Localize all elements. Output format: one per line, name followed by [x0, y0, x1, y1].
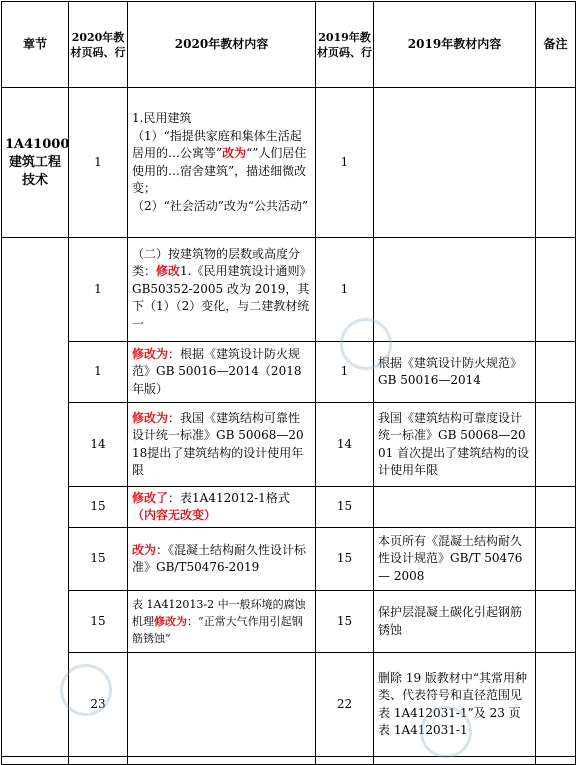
- revision-marker: （内容无改变）: [132, 508, 217, 522]
- empty-cell: [316, 757, 374, 765]
- page-2019-cell: 15: [316, 487, 374, 528]
- content-2020-cell: [128, 487, 316, 528]
- page-2020-cell: 1: [69, 238, 128, 342]
- chapter-cell-empty: [2, 653, 69, 757]
- empty-cell: [69, 757, 128, 765]
- chapter-cell-empty: [2, 403, 69, 487]
- content-2020-cell: [128, 591, 316, 653]
- page-2020-cell: 14: [69, 403, 128, 487]
- header-page-2019: 2019年教材页码、行: [316, 2, 374, 88]
- revision-marker: 修改: [156, 264, 181, 279]
- revision-marker: 改为: [222, 146, 247, 160]
- page-2019-cell: 1: [316, 238, 374, 342]
- page-2020-cell: 15: [69, 487, 128, 528]
- revision-marker: 修改为: [132, 410, 169, 425]
- content-2019-cell: 删除 19 版教材中“其常用种类、代表符号和直径范围见表 1A412031-1”及 23 页表 1A412031-1: [374, 653, 536, 757]
- header-row: [2, 2, 576, 88]
- content-text: ：“正常大气作用引起钢筋锈蚀”: [132, 615, 303, 645]
- content-text: 1.民用建筑: [132, 111, 192, 125]
- remark-cell: [536, 487, 576, 528]
- chapter-cell-empty: [2, 238, 69, 342]
- watermark-logo: [340, 318, 392, 370]
- remark-cell: [536, 342, 576, 403]
- content-2020-cell: [128, 88, 316, 238]
- page-2020-cell: 1: [69, 342, 128, 403]
- header-remark: 备注: [536, 2, 576, 88]
- table-row: [2, 403, 576, 487]
- content-2019-cell: 根据《建筑设计防火规范》GB 50016—2014: [374, 342, 536, 403]
- table-row: [2, 487, 576, 528]
- content-2019-cell: 本页所有《混凝土结构耐久性设计规范》GB/T 50476— 2008: [374, 528, 536, 591]
- revision-marker: 修改了: [132, 490, 169, 505]
- page-2019-cell: 15: [316, 591, 374, 653]
- header-page-2020: 2020年教材页码、行: [69, 2, 128, 88]
- content-text: （2）“社会活动”改为“公共活动”: [132, 198, 309, 213]
- watermark-logo: [60, 664, 112, 716]
- content-text: 1.《民用建筑设计通则》GB50352-2005 改为 2019，其下（1）（2）变化，与二建教材统一: [132, 264, 310, 331]
- header-chapter: 章节: [2, 2, 69, 88]
- content-text: （1）“指提供家庭和集体生活起居用的…公寓等”: [132, 128, 302, 160]
- page-2019-cell: 1: [316, 88, 374, 238]
- page-2020-cell: 1: [69, 88, 128, 238]
- remark-cell: [536, 528, 576, 591]
- chapter-cell-empty: [2, 342, 69, 403]
- page-2019-cell: 15: [316, 528, 374, 591]
- chapter-cell: 1A41000建筑工程技术: [2, 88, 69, 238]
- content-2020-cell: [128, 653, 316, 757]
- page-2020-cell: 23: [69, 653, 128, 757]
- content-text: ：表1A412012-1格式: [168, 490, 290, 505]
- content-2020-cell: [128, 342, 316, 403]
- revision-marker: 修改为: [132, 346, 169, 361]
- table-row-partial: [2, 757, 576, 765]
- comparison-table: [1, 1, 576, 765]
- content-2019-cell: 保护层混凝土碳化引起钢筋锈蚀: [374, 591, 536, 653]
- content-2019-cell: [374, 238, 536, 342]
- content-text: “”人们居住使用的…宿舍建筑”，描述细微改变；: [132, 146, 307, 195]
- table-row: [2, 342, 576, 403]
- remark-cell: [536, 238, 576, 342]
- revision-marker: 修改为: [154, 615, 187, 628]
- empty-cell: [536, 757, 576, 765]
- content-2020-cell: [128, 238, 316, 342]
- content-text: ：《混凝土结构耐久性设计标准》GB/T50476-2019: [132, 542, 307, 574]
- content-text: ：我国《建筑结构可靠性设计统一标准》GB 50068—2018提出了建筑结构的设计使用年限: [132, 410, 304, 477]
- content-2019-cell: 我国《建筑结构可靠度设计统一标准》GB 50068—2001 首次提出了建筑结构的设计使用年限: [374, 403, 536, 487]
- content-text: 表 1A412013-2 中一般环境的腐蚀机理: [132, 598, 306, 628]
- page-2020-cell: 15: [69, 528, 128, 591]
- page-2019-cell: 1: [316, 342, 374, 403]
- remark-cell: [536, 591, 576, 653]
- chapter-cell-empty: [2, 487, 69, 528]
- content-text: （二）按建筑物的层数或高度分类：: [132, 246, 301, 279]
- page-2019-cell: 22: [316, 653, 374, 757]
- remark-cell: [536, 88, 576, 238]
- empty-cell: [2, 757, 69, 765]
- content-2019-cell: [374, 487, 536, 528]
- header-content-2019: 2019年教材内容: [374, 2, 536, 88]
- content-2019-cell: [374, 88, 536, 238]
- remark-cell: [536, 653, 576, 757]
- page-2020-cell: 15: [69, 591, 128, 653]
- table-row: [2, 88, 576, 238]
- empty-cell: [374, 757, 536, 765]
- table-row: [2, 238, 576, 342]
- watermark-logo: [420, 706, 472, 758]
- content-text: ：根据《建筑设计防火规范》GB 50016—2014（2018年版）: [132, 346, 302, 396]
- header-content-2020: 2020年教材内容: [128, 2, 316, 88]
- remark-cell: [536, 403, 576, 487]
- chapter-cell-empty: [2, 591, 69, 653]
- content-2020-cell: [128, 403, 316, 487]
- table-row: [2, 528, 576, 591]
- empty-cell: [128, 757, 316, 765]
- chapter-cell-empty: [2, 528, 69, 591]
- table-row: [2, 591, 576, 653]
- page-2019-cell: 14: [316, 403, 374, 487]
- content-2020-cell: [128, 528, 316, 591]
- revision-marker: 改为: [132, 542, 157, 557]
